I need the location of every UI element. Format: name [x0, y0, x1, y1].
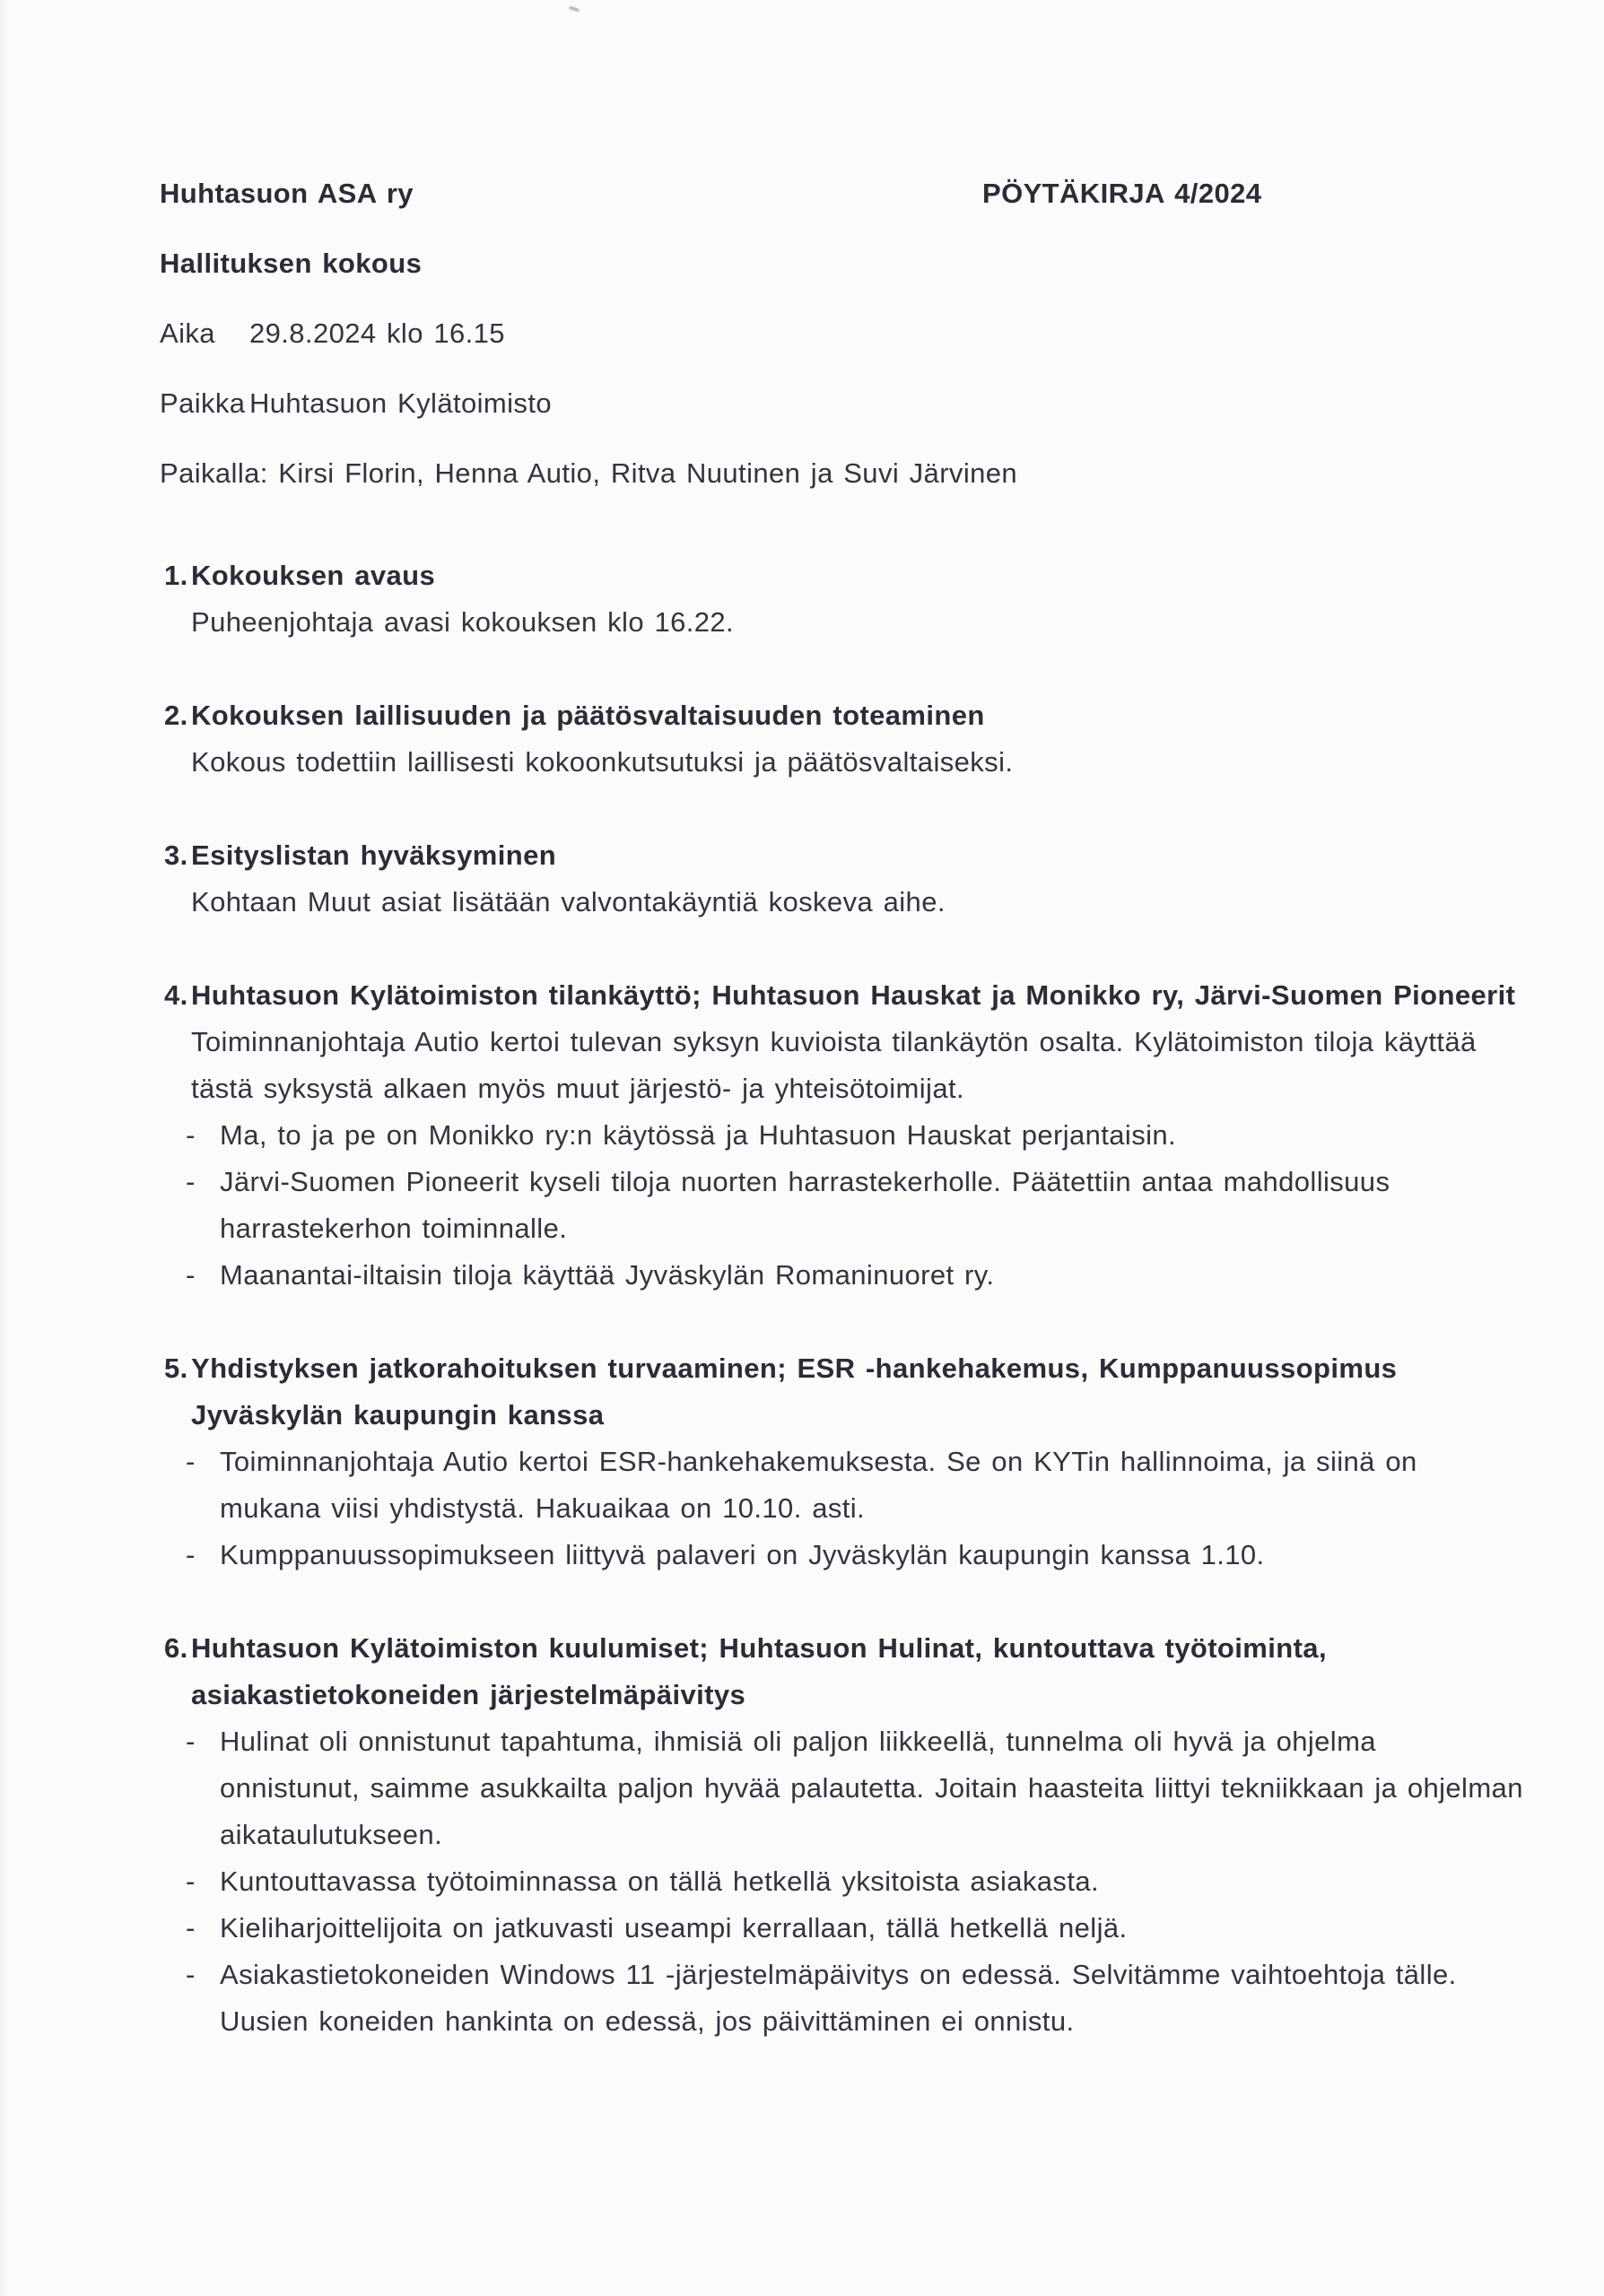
organization-name: Huhtasuon ASA ry [160, 178, 414, 209]
bullet-dash [186, 1252, 220, 1299]
item-title: Esityslistan hyväksyminen [191, 839, 557, 871]
bullet-text: Asiakastietokoneiden Windows 11 -järjestelmäpäivitys on edessä. Selvitämme vaihtoehtoja tälle. Uusien koneiden hankinta on edessä, jos päivittäminen ei onnistu. [220, 1959, 1457, 2037]
bullet-dash [186, 1905, 220, 1952]
bullet-item [186, 1159, 1541, 1252]
agenda-item-1 [164, 552, 1541, 646]
agenda-item-heading [164, 832, 1541, 879]
bullet-dash [186, 1112, 220, 1159]
bullet-text: Ma, to ja pe on Monikko ry:n käytössä ja Huhtasuon Hauskat perjantaisin. [220, 1119, 1177, 1151]
bullet-item [186, 1439, 1541, 1532]
bullet-text: Kuntouttavassa työtoiminnassa on tällä hetkellä yksitoista asiakasta. [220, 1866, 1100, 1897]
place-value: Huhtasuon Kylätoimisto [249, 387, 552, 419]
bullet-dash [186, 1159, 220, 1252]
document-reference: PÖYTÄKIRJA 4/2024 [982, 178, 1262, 209]
bullet-dash [186, 1439, 220, 1532]
bullet-text: Toiminnanjohtaja Autio kertoi ESR-hankehakemuksesta. Se on KYTin hallinnoima, ja siinä on mukana viisi yhdistystä. Hakuaikaa on 10.10. asti. [220, 1446, 1417, 1524]
bullet-text: Kumppanuussopimukseen liittyvä palaveri on Jyväskylän kaupungin kanssa 1.10. [220, 1539, 1265, 1570]
agenda-item-heading [164, 1345, 1541, 1439]
bullet-text: Maanantai-iltaisin tiloja käyttää Jyväskylän Romaninuoret ry. [220, 1259, 995, 1291]
time-label: Aika [160, 317, 215, 349]
bullet-text: Kieliharjoittelijoita on jatkuvasti useampi kerrallaan, tällä hetkellä neljä. [220, 1912, 1128, 1944]
item-body: Kohtaan Muut asiat lisätään valvontakäyntiä koskeva aihe. [191, 886, 946, 918]
agenda-item-heading [164, 972, 1541, 1019]
bullet-item [186, 1905, 1541, 1952]
item-body: Puheenjohtaja avasi kokouksen klo 16.22. [191, 606, 735, 638]
bullet-dash [186, 1718, 220, 1858]
bullet-item [186, 1718, 1541, 1858]
agenda-list [160, 552, 1541, 2045]
item-body: Toiminnanjohtaja Autio kertoi tulevan syksyn kuvioista tilankäytön osalta. Kylätoimiston tiloja käyttää tästä syksystä alkaen myös muut järjestö- ja yhteisötoimijat. [191, 1026, 1477, 1104]
agenda-item-4 [164, 972, 1541, 1299]
meeting-type: Hallituksen kokous [160, 248, 423, 279]
item-number: 2. [164, 700, 188, 731]
item-title: Huhtasuon Kylätoimiston kuulumiset; Huhtasuon Hulinat, kuntouttava työtoiminta, asiakastietokoneiden järjestelmäpäivitys [191, 1632, 1327, 1710]
item-number: 6. [164, 1632, 188, 1664]
bullet-text: Hulinat oli onnistunut tapahtuma, ihmisiä oli paljon liikkeellä, tunnelma oli hyvä ja ohjelma onnistunut, saimme asukkailta paljon hyvää palautetta. Joitain haasteita liittyi tekniikkaan ja ohjelman aikataulutukseen. [220, 1726, 1523, 1850]
item-title: Kokouksen avaus [191, 560, 436, 591]
meeting-place-row [160, 380, 1541, 427]
bullet-text: Järvi-Suomen Pioneerit kyseli tiloja nuorten harrastekerholle. Päätettiin antaa mahdollisuus harrastekerhon toiminnalle. [220, 1166, 1390, 1244]
document-header [160, 170, 1541, 217]
meeting-time-row [160, 310, 1541, 357]
item-title: Kokouksen laillisuuden ja päätösvaltaisuuden toteaminen [191, 700, 985, 731]
agenda-item-heading [164, 552, 1541, 599]
bullet-item [186, 1952, 1541, 2045]
bullet-dash [186, 1858, 220, 1905]
item-body: Kokous todettiin laillisesti kokoonkutsutuksi ja päätösvaltaiseksi. [191, 746, 1014, 778]
attendees-line: Paikalla: Kirsi Florin, Henna Autio, Ritva Nuutinen ja Suvi Järvinen [160, 457, 1018, 489]
bullet-item [186, 1532, 1541, 1578]
item-title: Huhtasuon Kylätoimiston tilankäyttö; Huhtasuon Hauskat ja Monikko ry, Järvi-Suomen Pioneerit [191, 979, 1516, 1011]
bullet-item [186, 1112, 1541, 1159]
agenda-item-2 [164, 692, 1541, 786]
agenda-item-heading [164, 1625, 1541, 1718]
bullet-item [186, 1252, 1541, 1299]
time-value: 29.8.2024 klo 16.15 [249, 317, 505, 349]
item-title: Yhdistyksen jatkorahoituksen turvaaminen; ESR -hankehakemus, Kumppanuussopimus Jyväskylän kaupungin kanssa [191, 1352, 1398, 1431]
place-label: Paikka [160, 387, 246, 419]
item-number: 4. [164, 979, 188, 1011]
bullet-item [186, 1858, 1541, 1905]
agenda-item-5 [164, 1345, 1541, 1578]
item-number: 3. [164, 839, 188, 871]
item-number: 5. [164, 1352, 188, 1384]
bullet-dash [186, 1532, 220, 1578]
agenda-item-6 [164, 1625, 1541, 2045]
item-number: 1. [164, 560, 188, 591]
bullet-dash [186, 1952, 220, 2045]
agenda-item-3 [164, 832, 1541, 926]
agenda-item-heading [164, 692, 1541, 739]
